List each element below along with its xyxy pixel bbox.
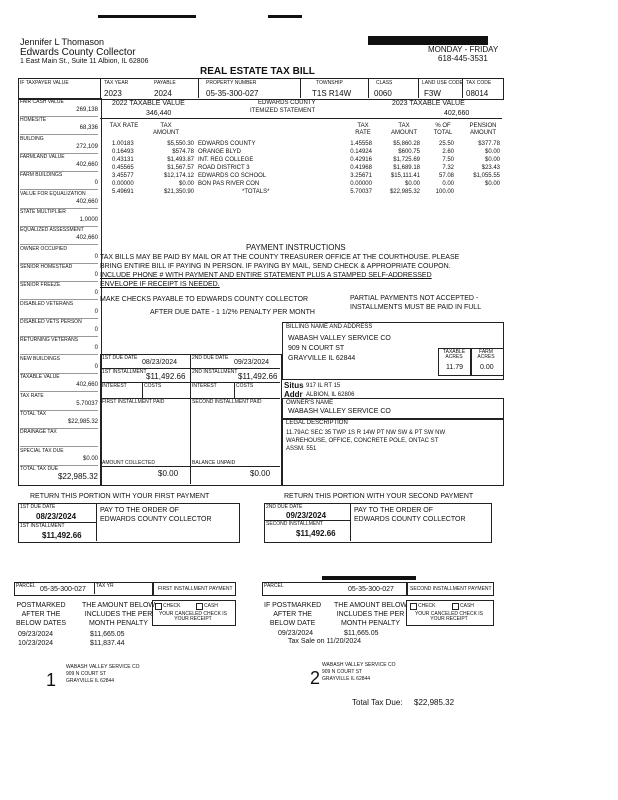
left-row: TOTAL TAX DUE $22,985.32 bbox=[20, 465, 98, 481]
stub2-pay-to: PAY TO THE ORDER OF bbox=[354, 507, 433, 514]
stub1-due-label: 1ST DUE DATE bbox=[20, 504, 56, 510]
office-hours: MONDAY - FRIDAY bbox=[428, 45, 499, 54]
penalty-note: AFTER DUE DATE - 1 1/2% PENALTY PER MONTH bbox=[150, 309, 315, 316]
current-amounts: $5,860.28 $600.75 $1,725.69 $1,689.18 $15,111.41 $0.00 $22,985.32 bbox=[389, 141, 420, 195]
coupon2-check-label: CHECK bbox=[418, 603, 436, 609]
coupon2-amount-heading: THE AMOUNT BELOW INCLUDES THE PER MONTH PENALTY bbox=[334, 602, 407, 627]
left-row: RETURNING VETERANS 0 bbox=[20, 337, 98, 355]
coupon1-installment-label: FIRST INSTALLMENT PAYMENT bbox=[158, 586, 233, 592]
legal-label: LEGAL DESCRIPTION bbox=[286, 420, 348, 426]
coupon1-check-label: CHECK bbox=[163, 603, 181, 609]
amount-collected-label: AMOUNT COLLECTED bbox=[102, 460, 155, 466]
billing-address: WABASH VALLEY SERVICE CO 909 N COURT ST GRAYVILLE IL 62844 bbox=[288, 335, 391, 362]
stub1-due: 08/23/2024 bbox=[36, 512, 77, 521]
left-row: HOMESITE 68,336 bbox=[20, 117, 98, 135]
redaction-bar bbox=[322, 576, 416, 580]
second-due-label: 2ND DUE DATE bbox=[192, 355, 229, 361]
coupon1-parcel-label: PARCEL bbox=[16, 583, 36, 589]
label-class: CLASS bbox=[376, 80, 393, 86]
current-pcts: 25.50 2.60 7.50 7.32 57.08 0.00 100.00 bbox=[435, 141, 454, 195]
coupon2-amount: $11,665.05 bbox=[344, 630, 379, 637]
left-row: FARMLAND VALUE 402,660 bbox=[20, 154, 98, 172]
amount-collected: $0.00 bbox=[158, 469, 179, 478]
left-row: DISABLED VETERANS 0 bbox=[20, 301, 98, 319]
farm-acres-label: FARM ACRES bbox=[477, 349, 495, 360]
left-row: FAIR CASH VALUE 269,138 bbox=[20, 99, 98, 117]
prior-year-heading: 2022 TAXABLE VALUE bbox=[112, 100, 185, 107]
coupon2-parcel: 05-35-300-027 bbox=[348, 586, 394, 593]
left-row: TAXABLE VALUE 402,660 bbox=[20, 374, 98, 392]
total-tax-due: $22,985.32 bbox=[414, 698, 455, 707]
stub2-due-label: 2ND DUE DATE bbox=[266, 504, 303, 510]
addr-label: Addr bbox=[284, 390, 303, 399]
legal-lines: 11.79AC SEC 35 TWP 1S R 14W PT NW SW & PT SW NW WAREHOUSE, OFFICE, CONCRETE POLE, ONTAC ST ASSM. 551 bbox=[286, 430, 446, 452]
coupon1-mail-address: WABASH VALLEY SERVICE CO 909 N COURT ST GRAYVILLE IL 62844 bbox=[66, 664, 140, 684]
label-land-use: LAND USE CODE bbox=[422, 80, 463, 86]
collector-name: Jennifer L Thomason bbox=[20, 37, 105, 47]
current-year-heading: 2023 TAXABLE VALUE bbox=[392, 100, 465, 107]
balance-label: BALANCE UNPAID bbox=[192, 460, 236, 466]
current-col-pension: PENSION AMOUNT bbox=[469, 123, 497, 136]
district-names: EDWARDS COUNTY ORANGE BLYD INT. REG COLLEGE ROAD DISTRICT 3 EDWARDS CO SCHOOL BON PAS RIVER CON *TOTALS* bbox=[198, 141, 270, 195]
current-rates: 1.45558 0.14924 0.42916 0.41968 3.25671 0.00000 5.70037 bbox=[350, 141, 372, 195]
office-phone: 618-445-3531 bbox=[438, 54, 488, 63]
label-property-number: PROPERTY NUMBER bbox=[206, 80, 257, 86]
left-row: OWNER OCCUPIED 0 bbox=[20, 246, 98, 264]
prior-year-taxable: 346,440 bbox=[146, 110, 172, 117]
left-row: NEW BUILDINGS 0 bbox=[20, 356, 98, 374]
stub2-due: 09/23/2024 bbox=[286, 511, 327, 520]
stub1-amount: $11,492.66 bbox=[42, 531, 82, 540]
coupon1-amounts: $11,665.05 $11,837.44 bbox=[90, 631, 125, 647]
left-row: BUILDING 272,109 bbox=[20, 136, 98, 154]
first-paid-label: FIRST INSTALLMENT PAID bbox=[102, 399, 165, 405]
coupon1-postmarked: POSTMARKED AFTER THE BELOW DATES bbox=[16, 602, 67, 627]
coupon2-check-checkbox[interactable] bbox=[410, 603, 417, 610]
total-tax-due-label: Total Tax Due: bbox=[352, 698, 403, 707]
left-row: SENIOR FREEZE 0 bbox=[20, 282, 98, 300]
payment-instructions: TAX BILLS MAY BE PAID BY MAIL OR AT THE COUNTY TREASURER OFFICE AT THE COURTHOUSE. PLEASE BRING ENTIRE BILL IF PAYING IN PERSON. IF PAYING BY MAIL, SEND CHECK & APPROPRIATE COUPON. INCLUDE PHONE # WITH PAYMENT AND ENTIRE STATEMENT PLUS A STAMPED SELF-ADDRESSED ENVELOPE IF RECEIPT IS NEEDED. bbox=[100, 254, 460, 288]
addr-value: ALBION, IL 62806 bbox=[306, 392, 355, 398]
redaction-bar bbox=[98, 15, 196, 18]
coupon1-parcel: 05-35-300-027 bbox=[40, 586, 86, 593]
coupon1-cash-checkbox[interactable] bbox=[196, 603, 203, 610]
situs-value: 917 IL RT 15 bbox=[306, 383, 341, 389]
interest2-label: INTEREST bbox=[192, 383, 217, 389]
second-paid-label: SECOND INSTALLMENT PAID bbox=[192, 399, 262, 405]
coupon2-tax-sale: Tax Sale on 11/20/2024 bbox=[288, 638, 362, 645]
coupon2-mail-address: WABASH VALLEY SERVICE CO 909 N COURT ST GRAYVILLE IL 62844 bbox=[322, 662, 396, 682]
coupon1-number: 1 bbox=[46, 670, 57, 690]
current-col-rate: TAX RATE bbox=[355, 123, 371, 136]
land-use-value: F3W bbox=[424, 89, 441, 98]
label-payable: PAYABLE bbox=[154, 80, 176, 86]
class-value: 0060 bbox=[374, 89, 392, 98]
costs-label: COSTS bbox=[144, 383, 162, 389]
payment-heading: PAYMENT INSTRUCTIONS bbox=[246, 243, 346, 252]
current-col-amount: TAX AMOUNT bbox=[391, 123, 417, 136]
statement-line: ITEMIZED STATEMENT bbox=[250, 108, 316, 114]
left-row: DISABLED VETS PERSON 0 bbox=[20, 319, 98, 337]
current-pensions: $377.78 $0.00 $0.00 $23.43 $1,055.55 $0.00 bbox=[473, 141, 500, 187]
owner-value: WABASH VALLEY SERVICE CO bbox=[288, 408, 391, 415]
stub1-return-label: RETURN THIS PORTION WITH YOUR FIRST PAYMENT bbox=[30, 493, 210, 500]
prior-col-rate: TAX RATE bbox=[109, 123, 139, 129]
checks-payable: MAKE CHECKS PAYABLE TO EDWARDS COUNTY COLLECTOR bbox=[100, 296, 309, 303]
coupon2-number: 2 bbox=[310, 668, 321, 688]
label-township: TOWNSHIP bbox=[316, 80, 343, 86]
stub2-payee: EDWARDS COUNTY COLLECTOR bbox=[354, 516, 466, 523]
label-tax-year: TAX YEAR bbox=[104, 80, 129, 86]
redaction-bar bbox=[368, 36, 488, 45]
left-row: VALUE FOR EQUALIZATION 402,660 bbox=[20, 191, 98, 209]
partial-note: PARTIAL PAYMENTS NOT ACCEPTED - bbox=[350, 295, 479, 302]
collector-office: Edwards County Collector bbox=[20, 47, 136, 58]
coupon1-check-checkbox[interactable] bbox=[155, 603, 162, 610]
left-row: FARM BUILDINGS 0 bbox=[20, 172, 98, 190]
left-row: STATE MULTIPLIER 1.0000 bbox=[20, 209, 98, 227]
coupon1-cash-label: CASH bbox=[204, 603, 218, 609]
payable-value: 2024 bbox=[154, 89, 172, 98]
first-amount-label: 1ST INSTALLMENT bbox=[102, 369, 147, 375]
partial-note-2: INSTALLMENTS MUST BE PAID IN FULL bbox=[350, 304, 482, 311]
prior-col-amount: TAX AMOUNT bbox=[153, 123, 179, 136]
coupon1-dates: 09/23/2024 10/23/2024 bbox=[18, 631, 54, 647]
prior-amounts: $5,550.30 $574.78 $1,493.87 $1,567.57 $12,174.12 $0.00 $21,350.90 bbox=[163, 141, 194, 195]
costs2-label: COSTS bbox=[236, 383, 254, 389]
stub1-amount-label: 1ST INSTALLMENT bbox=[20, 523, 65, 529]
owner-label: OWNER'S NAME bbox=[286, 400, 334, 406]
tax-code-value: 08014 bbox=[466, 89, 489, 98]
stub2-return-label: RETURN THIS PORTION WITH YOUR SECOND PAYMENT bbox=[284, 493, 474, 500]
collector-address: 1 East Main St., Suite 11 Albion, IL 62806 bbox=[20, 58, 149, 65]
label-tax-code: TAX CODE bbox=[466, 80, 492, 86]
current-col-pct: % OF TOTAL bbox=[433, 123, 453, 136]
tax-year-value: 2023 bbox=[104, 89, 122, 98]
coupon2-parcel-label: PARCEL bbox=[264, 583, 284, 589]
left-row: TAX RATE 5.70037 bbox=[20, 393, 98, 411]
bill-title: REAL ESTATE TAX BILL bbox=[200, 66, 315, 77]
left-row: SPECIAL TAX DUE $0.00 bbox=[20, 448, 98, 466]
left-values-list bbox=[20, 99, 98, 483]
left-row: TOTAL TAX $22,985.32 bbox=[20, 411, 98, 429]
second-due-date: 09/23/2024 bbox=[234, 359, 270, 366]
current-year-taxable: 402,660 bbox=[444, 110, 470, 117]
prior-rates: 1.00183 0.16493 0.43131 0.45565 3.45577 0.00000 5.49691 bbox=[112, 141, 134, 195]
county-line: EDWARDS COUNTY bbox=[258, 100, 316, 106]
left-row: SENIOR HOMESTEAD 0 bbox=[20, 264, 98, 282]
coupon1-amount-heading: THE AMOUNT BELOW INCLUDES THE PER MONTH PENALTY bbox=[82, 602, 155, 627]
farm-acres-value: 0.00 bbox=[480, 364, 494, 371]
coupon2-date: 09/23/2024 bbox=[278, 630, 314, 637]
stub2-amount-label: SECOND INSTALLMENT bbox=[266, 521, 323, 527]
stub2-amount: $11,492.66 bbox=[296, 529, 336, 538]
first-due-label: 1ST DUE DATE bbox=[102, 355, 138, 361]
coupon1-receipt: YOUR CANCELED CHECK IS YOUR RECEIPT bbox=[158, 611, 228, 622]
second-amount-label: 2ND INSTALLMENT bbox=[192, 369, 238, 375]
first-due-date: 08/23/2024 bbox=[142, 359, 178, 366]
coupon2-installment-label: SECOND INSTALLMENT PAYMENT bbox=[410, 586, 492, 592]
township-value: T1S R14W bbox=[312, 89, 352, 98]
interest-label: INTEREST bbox=[102, 383, 127, 389]
coupon2-cash-checkbox[interactable] bbox=[452, 603, 459, 610]
situs-label: Situs bbox=[284, 381, 304, 390]
first-amount: $11,492.66 bbox=[146, 372, 186, 381]
redaction-bar bbox=[268, 15, 302, 18]
coupon2-cash-label: CASH bbox=[460, 603, 474, 609]
acres-value: 11.79 bbox=[446, 364, 463, 371]
left-row: EQUALIZED ASSESSMENT 402,660 bbox=[20, 227, 98, 245]
coupon1-tax-yr-label: TAX YR bbox=[96, 583, 114, 589]
coupon2-receipt: YOUR CANCELED CHECK IS YOUR RECEIPT bbox=[414, 611, 484, 622]
balance-value: $0.00 bbox=[250, 469, 271, 478]
left-row: DRAINAGE TAX bbox=[20, 429, 98, 447]
coupon2-postmarked: IF POSTMARKED AFTER THE BELOW DATE bbox=[264, 602, 322, 627]
property-number-value: 05-35-300-027 bbox=[206, 89, 259, 98]
stub1-payee: EDWARDS COUNTY COLLECTOR bbox=[100, 516, 212, 523]
acres-label: TAXABLE ACRES bbox=[442, 349, 466, 360]
second-amount: $11,492.66 bbox=[238, 372, 278, 381]
label-taxpayer-value: IF TAXPAYER VALUE bbox=[20, 80, 69, 86]
stub1-pay-to: PAY TO THE ORDER OF bbox=[100, 507, 179, 514]
billing-label: BILLING NAME AND ADDRESS bbox=[286, 324, 373, 330]
